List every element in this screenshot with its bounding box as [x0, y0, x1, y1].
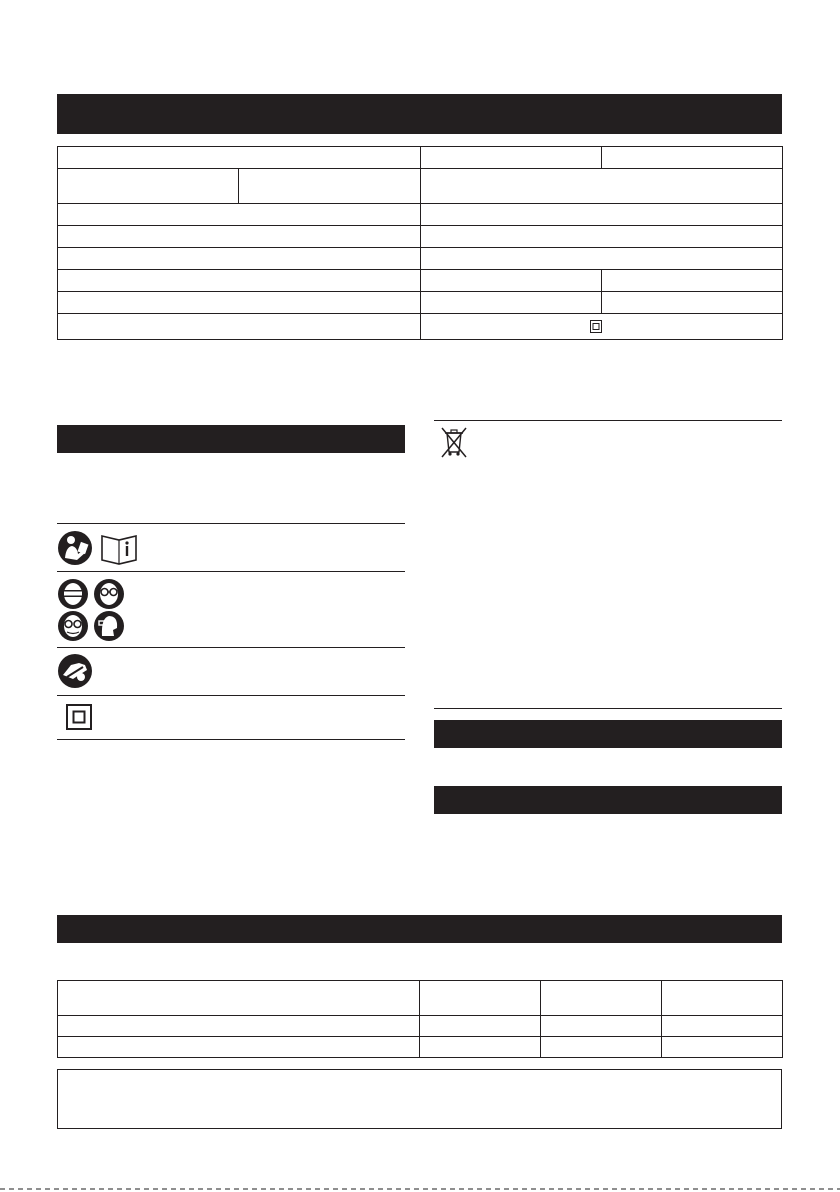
- spec-value-cell: [421, 270, 602, 292]
- divider: [434, 420, 782, 421]
- spec-label-cell: [58, 147, 421, 169]
- spec-value-cell: [421, 226, 783, 248]
- noise-vibration-header: [57, 915, 782, 943]
- symbols-header: [57, 425, 405, 453]
- noise-value-cell: [541, 1016, 662, 1037]
- spec-label-cell: [58, 270, 421, 292]
- noise-value-cell: [420, 1016, 541, 1037]
- spec-label-cell: [58, 169, 239, 204]
- spec-value-cell: [602, 292, 783, 314]
- table-row: [58, 270, 783, 292]
- spec-value-cell: [421, 248, 783, 270]
- hand-protection-warning-icon: [57, 653, 93, 689]
- crossed-out-wheelie-bin-icon: [440, 425, 468, 458]
- table-row: [58, 292, 783, 314]
- read-manual-icon: [57, 530, 141, 566]
- divider: [434, 708, 782, 709]
- spec-value-cell: [602, 270, 783, 292]
- spec-value-cell: [421, 292, 602, 314]
- noise-value-cell: [662, 981, 783, 1016]
- spec-label-cell: [58, 314, 421, 340]
- spec-table: [57, 146, 783, 340]
- table-row: [58, 147, 783, 169]
- noise-table: [57, 980, 783, 1058]
- double-insulation-icon: [66, 704, 92, 730]
- spec-label-cell: [58, 204, 421, 226]
- spec-value-cell: [421, 314, 783, 340]
- page-edge: [0, 1188, 840, 1190]
- spec-label-cell: [239, 169, 421, 204]
- noise-value-cell: [541, 981, 662, 1016]
- intended-use-header: [434, 720, 782, 748]
- table-row: [58, 169, 783, 204]
- noise-label-cell: [58, 1016, 420, 1037]
- spec-value-cell: [421, 169, 783, 204]
- spec-label-cell: [58, 248, 421, 270]
- table-row: [58, 226, 783, 248]
- noise-value-cell: [420, 981, 541, 1016]
- noise-value-cell: [420, 1037, 541, 1058]
- spec-label-cell: [58, 226, 421, 248]
- noise-label-cell: [58, 1037, 420, 1058]
- table-row: [58, 314, 783, 340]
- table-row: [58, 981, 783, 1016]
- table-row: [58, 248, 783, 270]
- divider: [57, 695, 405, 696]
- spec-value-cell: [421, 147, 602, 169]
- noise-value-cell: [662, 1037, 783, 1058]
- table-row: [58, 1037, 783, 1058]
- power-supply-header: [434, 786, 782, 814]
- note-box: [57, 1069, 782, 1129]
- noise-value-cell: [662, 1016, 783, 1037]
- spec-value-cell: [421, 204, 783, 226]
- spec-value-cell: [602, 147, 783, 169]
- divider: [57, 571, 405, 572]
- table-row: [58, 1016, 783, 1037]
- wear-safety-glasses-icon: [57, 578, 129, 642]
- table-row: [58, 204, 783, 226]
- noise-value-cell: [541, 1037, 662, 1058]
- divider: [57, 739, 405, 740]
- double-insulation-icon: [590, 320, 602, 333]
- divider: [57, 523, 405, 524]
- divider: [57, 647, 405, 648]
- noise-label-cell: [58, 981, 420, 1016]
- specifications-header: [57, 94, 782, 134]
- spec-label-cell: [58, 292, 421, 314]
